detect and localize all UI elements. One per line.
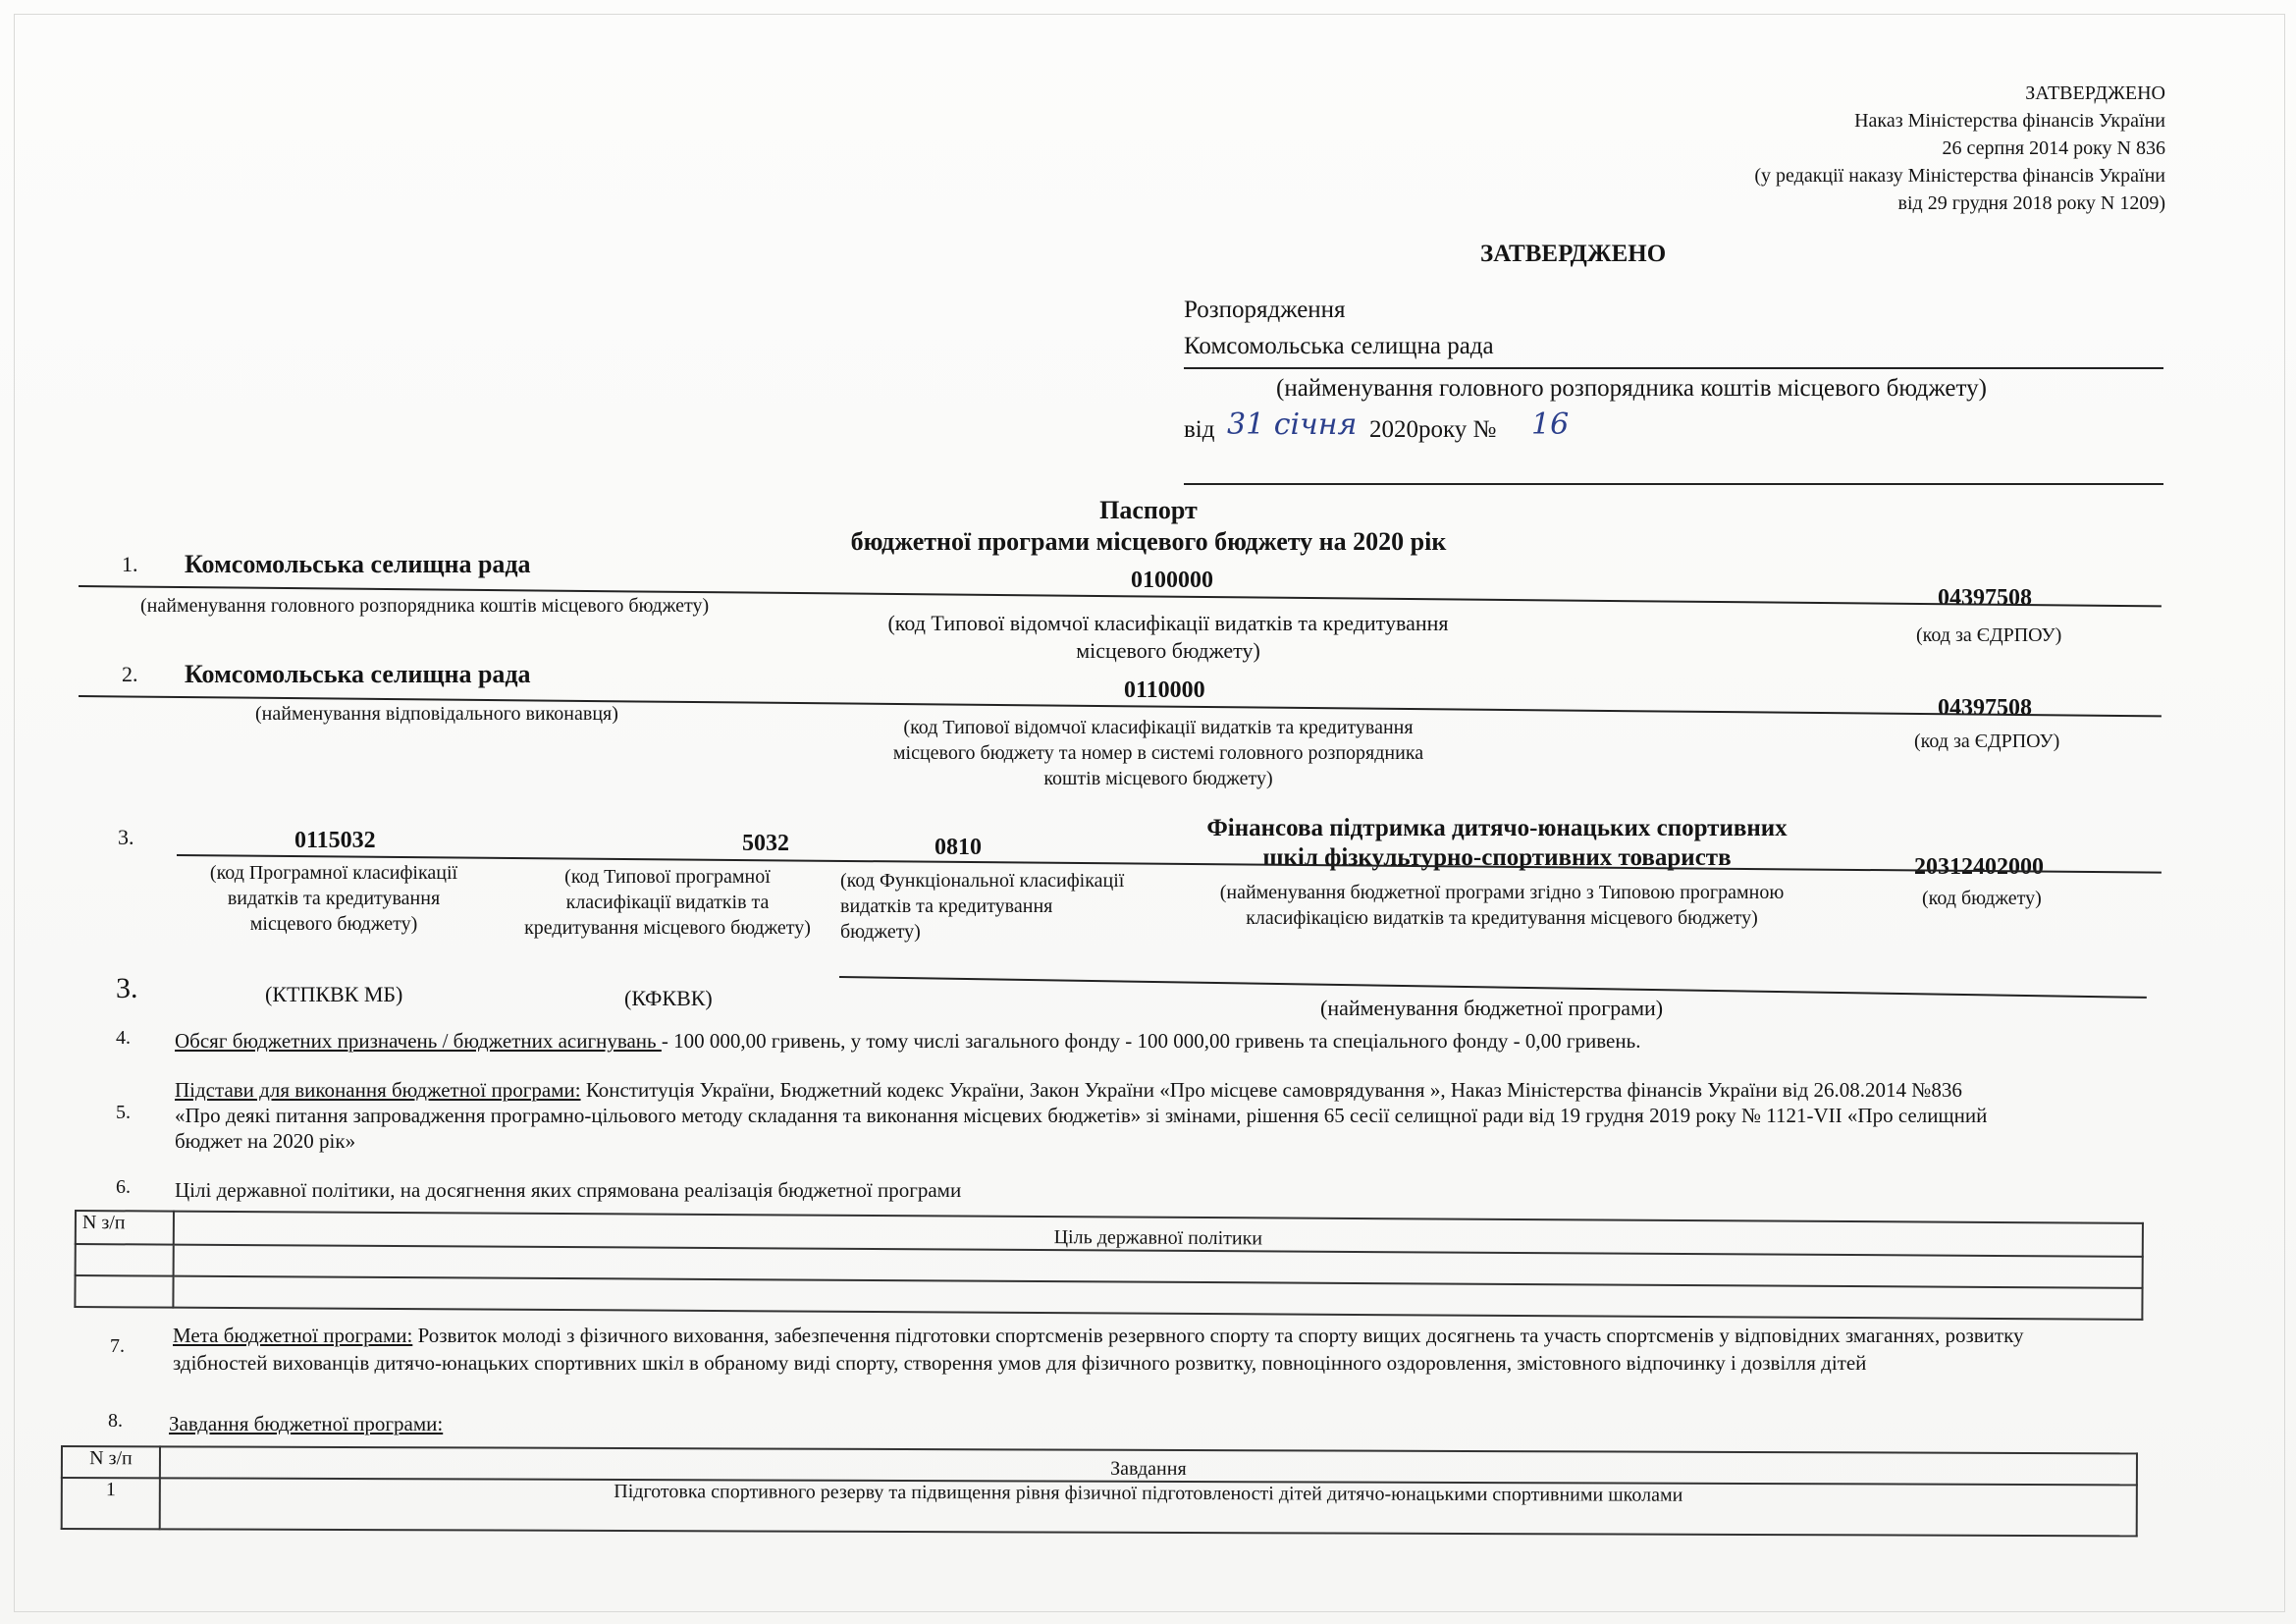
row3-tpkvk: 5032 — [742, 831, 789, 856]
row2-name-caption: (найменування відповідального виконавця) — [255, 703, 618, 725]
row2-code-caption-2: місцевого бюджету та номер в системі головного розпорядника — [892, 742, 1424, 764]
row2-number: 2. — [122, 662, 138, 686]
item4-label: Обсяг бюджетних призначень / бюджетних асигнувань — [175, 1029, 662, 1053]
item4-text: - 100 000,00 гривень, у тому числі загального фонду - 100 000,00 гривень та спеціального фонду - 0,00 гривень. — [661, 1029, 1641, 1053]
row3b-ktpkvk: (КТПКВК МБ) — [265, 982, 403, 1006]
goals-empty-num — [76, 1244, 174, 1276]
row3-kfkvk: 0810 — [934, 835, 982, 860]
row2-edrpou: 04397508 — [1938, 695, 2032, 721]
item6-number: 6. — [116, 1176, 131, 1198]
row2-name: Комсомольська селищна рада — [185, 660, 531, 688]
row1-name: Комсомольська селищна рада — [185, 550, 531, 578]
tasks-col-num: N з/п — [62, 1446, 160, 1478]
tasks-table — [61, 1445, 2138, 1537]
task-row-num: 1 — [62, 1478, 160, 1529]
row3b-program-caption: (найменування бюджетної програми) — [1320, 996, 1664, 1020]
date-handwritten: 31 січня — [1227, 407, 1358, 442]
row3b-kfkvk: (КФКВК) — [624, 986, 713, 1010]
title-passport: Паспорт — [1099, 496, 1198, 524]
row1-name-caption: (найменування головного розпорядника коштів місцевого бюджету) — [140, 595, 710, 617]
row2-edrpou-caption: (код за ЄДРПОУ) — [1914, 731, 2060, 752]
row3-budget-code: 20312402000 — [1914, 854, 2044, 880]
item5-text-1: Конституція України, Бюджетний кодекс України, Закон України «Про місцеве самоврядування », Наказ Міністерства фінансів України від 26.08.2014 №836 — [580, 1078, 1962, 1102]
row3b-number: 3. — [116, 972, 138, 1004]
approval-line-5: від 29 грудня 2018 року N 1209) — [1897, 192, 2165, 214]
row3-kpkvk-caption-3: місцевого бюджету) — [249, 913, 418, 935]
row3-kfkvk-caption-1: (код Функціональної класифікації — [840, 870, 1125, 892]
row3-program-2: шкіл фізкультурно-спортивних товариств — [1262, 844, 1732, 871]
header-org-caption: (найменування головного розпорядника коштів місцевого бюджету) — [1276, 375, 1987, 402]
order-type: Розпорядження — [1184, 297, 1346, 323]
item5-text-2: «Про деякі питання запровадження програмно-цільового методу складання та виконання місцевих бюджетів» зі змінами, рішення 65 сесії селищної ради від 19 грудня 2019 року № 1121-VII «Про селищний — [175, 1104, 1988, 1127]
row3-kpkvk-caption-2: видатків та кредитування — [227, 888, 441, 909]
row3-kfkvk-caption-3: бюджету) — [840, 921, 921, 943]
row1-number: 1. — [122, 552, 138, 576]
header-org: Комсомольська селищна рада — [1184, 333, 1494, 359]
tasks-col-task: Завдання — [160, 1446, 2137, 1485]
task-row-text: Підготовка спортивного резерву та підвищення рівня фізичної підготовленості дітей дитячо-юнацькими спортивними школами — [160, 1478, 2137, 1536]
item6-text: Цілі державної політики, на досягнення яких спрямована реалізація бюджетної програми — [175, 1178, 962, 1202]
item5-number: 5. — [116, 1102, 131, 1123]
row3-program-1: Фінансова підтримка дитячо-юнацьких спортивних — [1206, 815, 1788, 841]
task-row — [62, 1478, 2137, 1536]
date-suffix: 2020року № — [1369, 416, 1497, 443]
item4-number: 4. — [116, 1027, 131, 1049]
order-number-handwritten: 16 — [1531, 407, 1570, 442]
item8-label: Завдання бюджетної програми: — [169, 1412, 444, 1435]
row1-code-caption-2: місцевого бюджету) — [1076, 638, 1260, 663]
row1-edrpou-caption: (код за ЄДРПОУ) — [1916, 624, 2062, 646]
row3-tpkvk-caption-3: кредитування місцевого бюджету) — [524, 917, 811, 939]
row2-code: 0110000 — [1124, 677, 1205, 703]
item7-label: Мета бюджетної програми: — [173, 1324, 413, 1347]
goals-table — [74, 1210, 2144, 1321]
item7-number: 7. — [110, 1335, 125, 1357]
approved-heading: ЗАТВЕРДЖЕНО — [1480, 241, 1667, 267]
approval-line-2: Наказ Міністерства фінансів України — [1854, 110, 2165, 132]
item5-line-1 — [175, 1078, 1962, 1102]
item7-text-2: здібностей вихованців дитячо-юнацьких спортивних шкіл в обраному виді спорту, створення умов для фізичного розвитку, повноцінного оздоровлення, змістовного відпочинку і дозвілля дітей — [173, 1351, 1867, 1375]
org-underline — [1184, 367, 2163, 369]
row3-tpkvk-caption-1: (код Типової програмної — [564, 866, 771, 888]
approval-line-3: 26 серпня 2014 року N 836 — [1942, 137, 2165, 159]
item7-text-1: Розвиток молоді з фізичного виховання, забезпечення підготовки спортсменів резервного спорту та спорту вищих досягнень та участь спортсменів у відповідних змаганнях, розвитку — [412, 1324, 2024, 1347]
item8-number: 8. — [108, 1410, 123, 1432]
row3-number: 3. — [118, 825, 134, 849]
row2-code-caption-1: (код Типової відомчої класифікації видатків та кредитування — [903, 717, 1414, 738]
item5-text-3: бюджет на 2020 рік» — [175, 1129, 356, 1153]
row3-kfkvk-caption-2: видатків та кредитування — [840, 895, 1053, 917]
row3-program-caption-1: (найменування бюджетної програми згідно з Типовою програмною — [1219, 882, 1785, 903]
approval-line-1: ЗАТВЕРДЖЕНО — [2025, 82, 2165, 104]
row1-code: 0100000 — [1131, 568, 1213, 593]
row3-program-caption-2: класифікацією видатків та кредитування місцевого бюджету) — [1246, 907, 1758, 929]
approval-line-4: (у редакції наказу Міністерства фінансів України — [1754, 165, 2165, 187]
row1-code-caption-1: (код Типової відомчої класифікації видатків та кредитування — [887, 611, 1449, 635]
item7-line-1 — [173, 1324, 2024, 1347]
row3-kpkvk-caption-1: (код Програмної класифікації — [209, 862, 458, 884]
date-underline — [1184, 483, 2163, 485]
goals-col-num: N з/п — [76, 1211, 174, 1245]
date-prefix: від — [1184, 416, 1215, 443]
item4-line — [175, 1029, 1640, 1053]
goals-col-goal: Ціль державної політики — [174, 1212, 2143, 1257]
row3-kpkvk: 0115032 — [294, 828, 376, 853]
row1-edrpou: 04397508 — [1938, 585, 2032, 611]
row3-budget-caption: (код бюджету) — [1922, 888, 2042, 909]
row2-code-caption-3: коштів місцевого бюджету) — [1043, 768, 1273, 789]
item5-label: Підстави для виконання бюджетної програми: — [175, 1078, 581, 1102]
goals-empty-num-2 — [75, 1275, 173, 1308]
row3-tpkvk-caption-2: класифікації видатків та — [565, 892, 770, 913]
title-subtitle: бюджетної програми місцевого бюджету на 2020 рік — [850, 527, 1447, 556]
